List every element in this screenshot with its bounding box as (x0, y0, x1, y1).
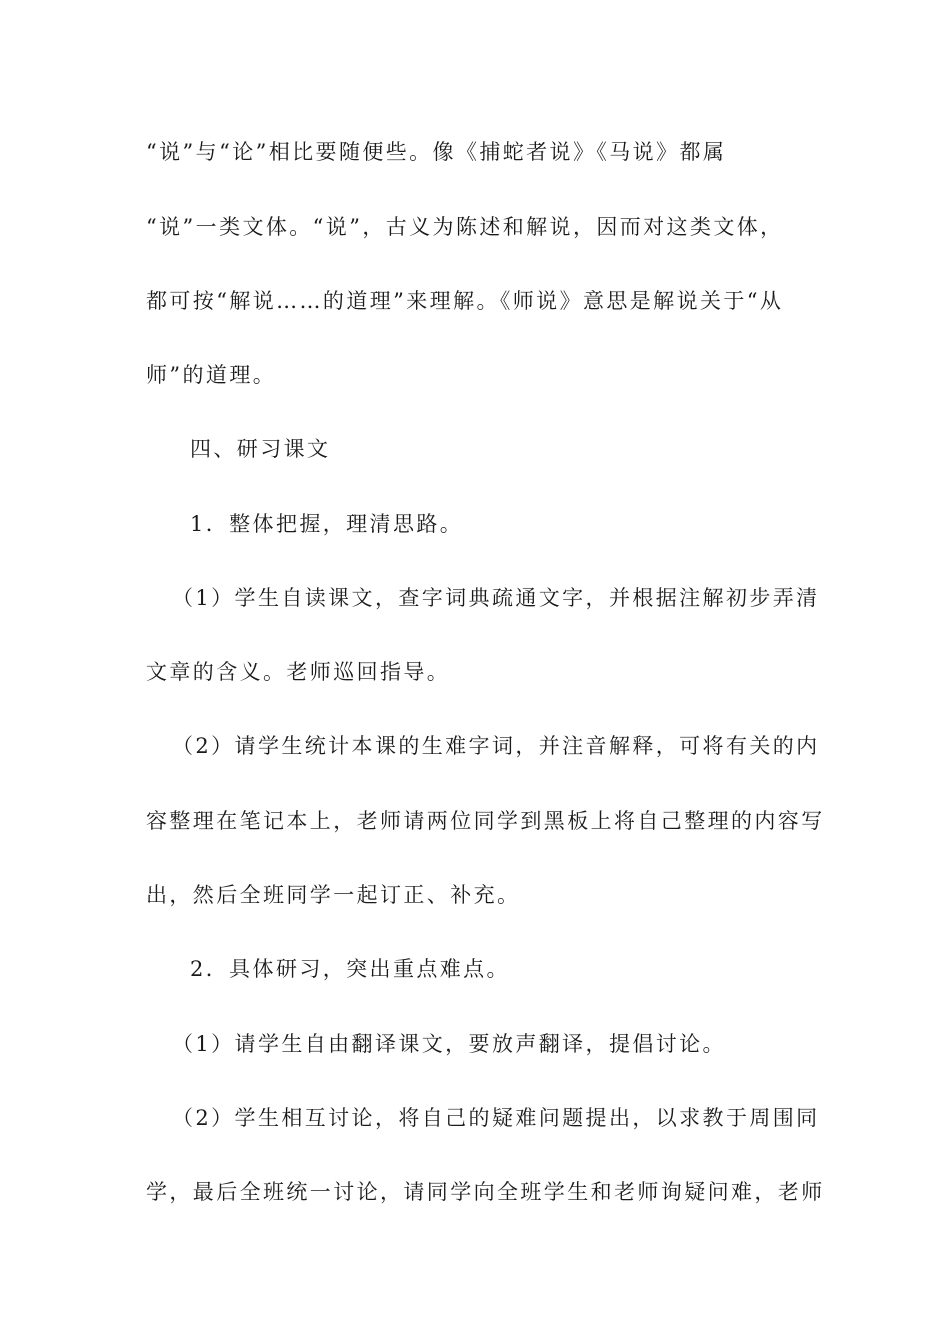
section-heading: 四、研习课文 (190, 437, 331, 461)
paragraph-line: “说”一类文体。“说”，古义为陈述和解说，因而对这类文体， (146, 215, 784, 239)
paragraph-line: 出，然后全班同学一起订正、补充。 (146, 883, 521, 907)
paragraph-line: 学，最后全班统一讨论，请同学向全班学生和老师询疑问难，老师 (146, 1180, 825, 1204)
subsection-heading: 2．具体研习，突出重点难点。 (190, 957, 510, 981)
paragraph-line: （1）请学生自由翻译课文，要放声翻译，提倡讨论。 (172, 1032, 726, 1056)
paragraph-line: “说”与“论”相比要随便些。像《捕蛇者说》《马说》都属 (146, 140, 727, 164)
paragraph-line: 都可按“解说……的道理”来理解。《师说》意思是解说关于“从 (146, 289, 784, 313)
paragraph-line: （1）学生自读课文，查字词典疏通文字，并根据注解初步弄清 (172, 586, 820, 610)
paragraph-line: 师”的道理。 (146, 363, 277, 387)
paragraph-line: （2）请学生统计本课的生难字词，并注音解释，可将有关的内 (172, 734, 820, 758)
paragraph-line: 文章的含义。老师巡回指导。 (146, 660, 451, 684)
paragraph-line: （2）学生相互讨论，将自己的疑难问题提出，以求教于周围同 (172, 1106, 820, 1130)
paragraph-line: 容整理在笔记本上，老师请两位同学到黑板上将自己整理的内容写 (146, 809, 825, 833)
subsection-heading: 1．整体把握，理清思路。 (190, 512, 464, 536)
